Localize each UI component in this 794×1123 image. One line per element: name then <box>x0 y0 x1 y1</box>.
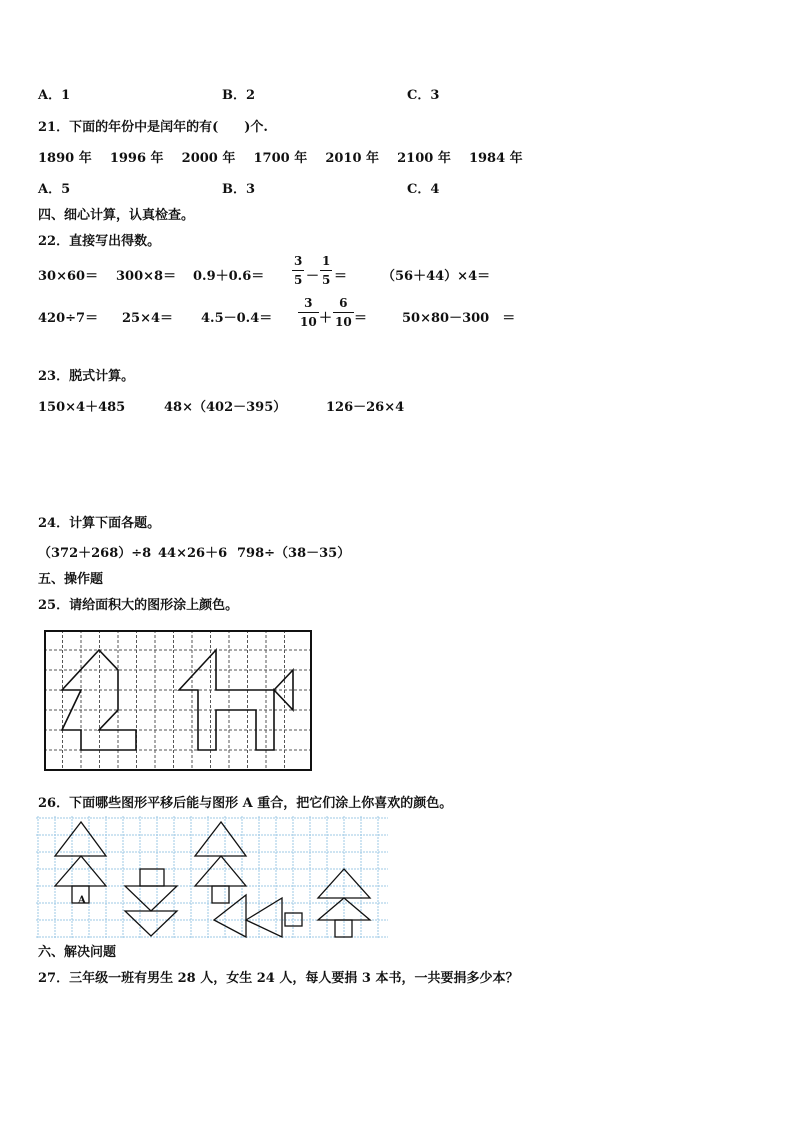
q23-item: 48×（402－395） <box>164 400 287 415</box>
q22-r2-plus: ＋ <box>319 311 333 326</box>
inverted-tree-top-triangle <box>125 886 177 911</box>
q22-r2-item: 420÷7＝ <box>38 311 99 326</box>
fraction-bar <box>298 312 319 313</box>
fraction-numerator: 3 <box>304 296 313 310</box>
q22-r1-item: 0.9＋0.6＝ <box>193 269 265 284</box>
fraction-denominator: 5 <box>322 273 331 287</box>
tree-a-bottom-triangle <box>55 856 106 886</box>
q22-r2-equals: ＝ <box>354 311 368 326</box>
fraction-numerator: 1 <box>322 254 331 268</box>
fraction-bar <box>333 312 354 313</box>
q26-grid-figure <box>36 816 390 940</box>
q21-year: 2010 年 <box>325 151 380 166</box>
q21-year: 2100 年 <box>397 151 451 166</box>
q27-title: 27．三年级一班有男生 28 人，女生 24 人，每人要捐 3 本书，一共要捐多少本？ <box>38 971 519 986</box>
q21-year: 1700 年 <box>253 151 308 166</box>
tree-copy-bottom-triangle <box>195 856 246 886</box>
q23-item: 150×4＋485 <box>38 400 126 415</box>
shape-right <box>179 650 293 750</box>
q22-title: 22．直接写出得数。 <box>38 234 161 249</box>
section-5-heading: 五、操作题 <box>38 572 104 587</box>
tree-copy-top-triangle <box>195 822 246 856</box>
q21-year: 1890 年 <box>38 151 92 166</box>
fraction-bar <box>320 270 332 271</box>
q20-option-b: B．2 <box>222 88 256 103</box>
sideways-tree-right-triangle <box>246 898 282 937</box>
tree-copy-trunk <box>212 886 229 903</box>
q23-item: 126－26×4 <box>326 400 405 415</box>
q22-r1-item: （56＋44）×4＝ <box>382 269 491 284</box>
dashed-grid <box>44 630 312 770</box>
q22-r1-equals: ＝ <box>334 269 348 284</box>
q21-option-b: B．3 <box>222 182 256 197</box>
q24-item: 798÷（38－35） <box>237 546 351 561</box>
q22-r1-minus: － <box>306 269 320 284</box>
q24-item: 44×26＋6 <box>158 546 228 561</box>
inverted-tree-bottom-triangle <box>125 911 177 936</box>
fraction-denominator: 10 <box>335 315 352 329</box>
inverted-tree-trunk <box>140 869 164 886</box>
fraction-denominator: 10 <box>300 315 317 329</box>
q21-year: 1996 年 <box>109 151 164 166</box>
fraction-bar <box>292 270 304 271</box>
q25-grid-figure <box>44 630 314 772</box>
q26-title: 26．下面哪些图形平移后能与图形 A 重合，把它们涂上你喜欢的颜色。 <box>38 796 453 811</box>
q22-r2-item: 50×80－300 ＝ <box>402 311 516 326</box>
q21-year: 1984 年 <box>468 151 523 166</box>
q21-title: 21．下面的年份中是闰年的有( )个. <box>38 120 268 135</box>
q22-r1-fraction-2 <box>320 255 332 286</box>
q22-r1-item: 30×60＝ <box>38 269 99 284</box>
q22-r1-item: 300×8＝ <box>116 269 177 284</box>
q20-option-c: C．3 <box>407 88 440 103</box>
q21-year-list <box>38 147 523 166</box>
tree-a-top-triangle <box>55 822 106 856</box>
fraction-numerator: 6 <box>339 296 348 310</box>
fraction-denominator: 5 <box>294 273 303 287</box>
sideways-tree-left-triangle <box>214 895 246 937</box>
q24-title: 24．计算下面各题。 <box>38 516 161 531</box>
q22-r2-fraction-2 <box>333 297 354 328</box>
tree-a-label: A <box>78 895 86 906</box>
q24-item: （372＋268）÷8 <box>38 546 152 561</box>
q21-option-c: C．4 <box>407 182 440 197</box>
fraction-numerator: 3 <box>294 254 303 268</box>
section-4-heading: 四、细心计算，认真检查。 <box>38 208 195 223</box>
section-6-heading: 六、解决问题 <box>38 945 117 960</box>
q22-r2-item: 4.5－0.4＝ <box>201 311 273 326</box>
q23-title: 23．脱式计算。 <box>38 369 135 384</box>
q22-r2-fraction-1 <box>298 297 319 328</box>
q22-r1-fraction-1 <box>292 255 304 286</box>
q21-year: 2000 年 <box>181 151 236 166</box>
grid-border <box>45 631 311 770</box>
q21-option-a: A．5 <box>38 182 71 197</box>
q22-r2-item: 25×4＝ <box>122 311 174 326</box>
q25-title: 25．请给面积大的图形涂上颜色。 <box>38 598 239 613</box>
q20-option-a: A．1 <box>38 88 71 103</box>
